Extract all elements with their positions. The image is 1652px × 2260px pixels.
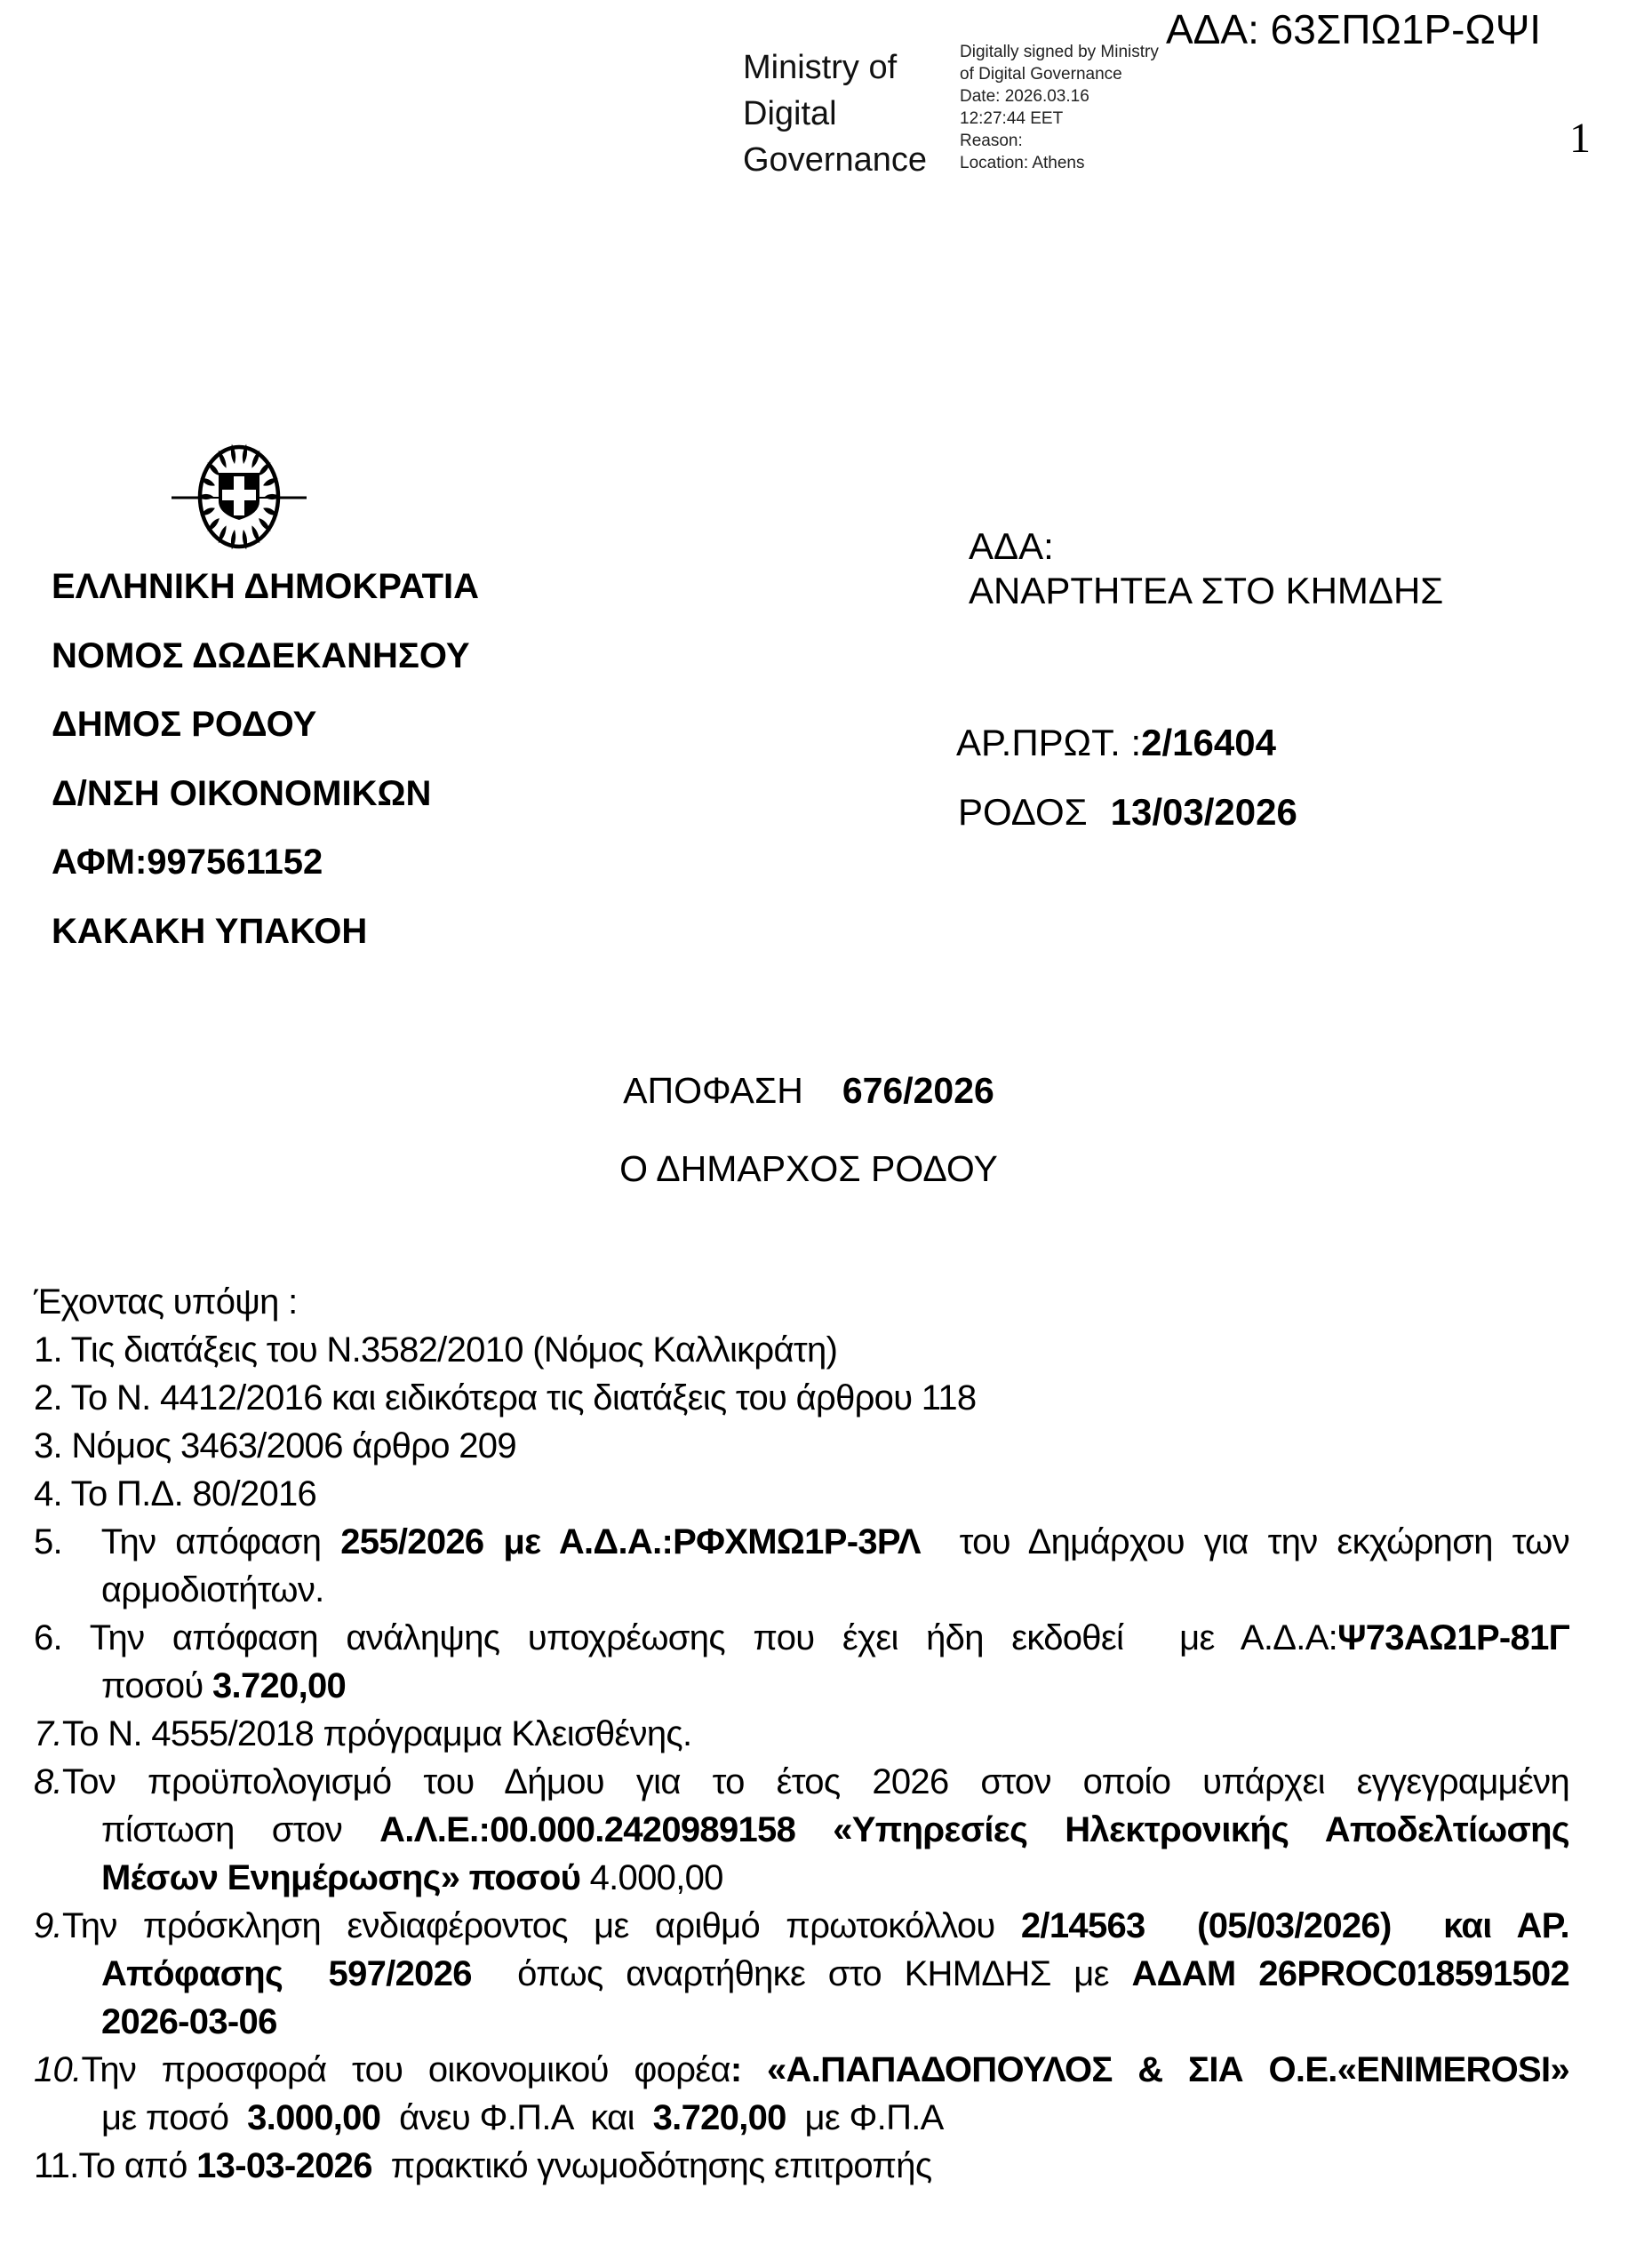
body-line — [34, 1518, 1569, 1566]
body-line — [34, 1566, 1569, 1614]
signature-detail-line: Reason: — [960, 132, 1023, 150]
body-segment: 2/14563 (05/03/2026) και ΑΡ. — [1020, 1906, 1569, 1945]
ministry-line: Governance — [743, 141, 928, 179]
protocol-label: ΑΡ.ΠΡΩΤ. : — [956, 722, 1142, 763]
agency-line-officer: ΚΑΚΑΚΗ ΥΠΑΚΟΗ — [52, 911, 368, 951]
body-segment: Την πρόσκληση ενδιαφέροντος με αριθμό πρωτοκόλλου — [61, 1906, 1021, 1945]
kimdis-posting-note: ΑΝΑΡΤΗΤΕΑ ΣΤΟ ΚΗΜΔΗΣ — [969, 570, 1444, 611]
body-segment: 13-03-2026 — [196, 2146, 372, 2185]
cross-horizontal — [222, 490, 256, 500]
digital-signature-details — [960, 41, 1159, 174]
body-line — [34, 1758, 1569, 1806]
body-segment: Μέσων Ενημέρωσης» ποσού — [101, 1858, 581, 1897]
body-line — [34, 1662, 1569, 1710]
body-segment: Ψ73ΑΩ1Ρ-81Γ — [1337, 1618, 1569, 1657]
body-line — [34, 1326, 1569, 1374]
body-line — [34, 1998, 1569, 2046]
body-line — [34, 2094, 1569, 2142]
body-segment: 10. — [34, 2050, 82, 2089]
body-line — [34, 1950, 1569, 1998]
decision-body — [34, 1278, 1569, 2190]
body-line — [34, 1614, 1569, 1662]
body-segment: 3. Νόμος 3463/2006 άρθρο 209 — [34, 1426, 516, 1465]
body-segment: Τον προϋπολογισμό του Δήμου για το έτος 2026 στον οποίο υπάρχει εγγεγραμμένη — [61, 1762, 1569, 1801]
body-segment: 5. Την απόφαση — [34, 1522, 341, 1561]
agency-line-directorate: Δ/ΝΣΗ ΟΙΚΟΝΟΜΙΚΩΝ — [52, 773, 432, 813]
body-segment: ΑΔΑΜ 26PROC018591502 — [1131, 1954, 1570, 1993]
body-segment: Απόφασης 597/2026 — [101, 1954, 472, 1993]
body-segment: 2. Το Ν. 4412/2016 και ειδικότερα τις διατάξεις του άρθρου 118 — [34, 1378, 977, 1417]
body-segment: Το Ν. 4555/2018 πρόγραμμα Κλεισθένης. — [61, 1714, 692, 1753]
ministry-signature-name — [743, 44, 927, 183]
decision-label: ΑΠΟΦΑΣΗ — [623, 1070, 803, 1111]
decision-number: 676/2026 — [842, 1070, 994, 1111]
ministry-line: Digital — [743, 95, 837, 132]
body-line — [34, 2142, 1569, 2190]
body-segment: του Δημάρχου για την εκχώρηση των — [920, 1522, 1570, 1561]
body-segment: όπως αναρτήθηκε στο ΚΗΜΔΗΣ με — [471, 1954, 1132, 1993]
body-segment: «Υπηρεσίες Ηλεκτρονικής Αποδελτίωσης — [833, 1810, 1569, 1849]
preamble: Έχοντας υπόψη : — [34, 1282, 298, 1322]
body-segment: αρμοδιοτήτων. — [101, 1570, 324, 1609]
body-segment: 8. — [34, 1762, 62, 1801]
body-line — [34, 1422, 1569, 1470]
body-segment: 3.000,00 — [247, 2098, 381, 2137]
body-segment: 2026-03-06 — [101, 2002, 277, 2041]
body-segment: 7. — [34, 1714, 62, 1753]
body-segment: πίστωση στον — [101, 1810, 380, 1849]
ada-label: ΑΔΑ: — [969, 525, 1054, 567]
body-segment: 4. Το Π.Δ. 80/2016 — [34, 1474, 317, 1513]
signature-detail-line: Location: Athens — [960, 154, 1085, 172]
body-segment: : «Α.ΠΑΠΑΔΟΠΟΥΛΟΣ & ΣΙΑ Ο.Ε.«ENIMEROSI» — [730, 2050, 1569, 2089]
body-segment: 4.000,00 — [580, 1858, 723, 1897]
agency-line-republic: ΕΛΛΗΝΙΚΗ ΔΗΜΟΚΡΑΤΙΑ — [52, 567, 479, 606]
document-date: 13/03/2026 — [1110, 791, 1297, 833]
body-segment: Την προσφορά του οικονομικού φορέα — [81, 2050, 730, 2089]
signature-detail-line: Digitally signed by Ministry — [960, 43, 1159, 61]
agency-header-block — [52, 553, 479, 966]
city-date-row — [958, 791, 1297, 834]
body-segment: 11.Το από — [34, 2146, 197, 2185]
body-line — [34, 1806, 1569, 1854]
body-lines — [34, 1326, 1569, 2190]
body-line — [34, 1374, 1569, 1422]
city-label: ΡΟΔΟΣ — [958, 791, 1088, 833]
body-segment: άνευ Φ.Π.Α και — [380, 2098, 653, 2137]
body-segment: με Φ.Π.Α — [786, 2098, 944, 2137]
reference-top-block — [969, 524, 1443, 613]
agency-line-municipality: ΔΗΜΟΣ ΡΟΔΟΥ — [52, 705, 317, 744]
body-line — [34, 1854, 1569, 1902]
body-segment: 1. Τις διατάξεις του Ν.3582/2010 (Νόμος Καλλικράτη) — [34, 1330, 838, 1370]
body-segment: 255/2026 με Α.Δ.Α.:ΡΦΧΜΩ1Ρ-3ΡΛ — [340, 1522, 921, 1561]
body-segment: 6. Την απόφαση ανάληψης υποχρέωσης που έχει ήδη εκδοθεί με Α.Δ.Α: — [34, 1618, 1338, 1657]
ministry-line: Ministry of — [743, 49, 898, 86]
body-segment: 3.720,00 — [652, 2098, 786, 2137]
signature-detail-line: 12:27:44 EET — [960, 109, 1064, 128]
decision-title-row — [32, 1068, 1585, 1113]
body-segment: Α.Λ.Ε.:00.000.2420989158 — [379, 1810, 796, 1849]
signature-detail-line: Date: 2026.03.16 — [960, 87, 1089, 106]
decision-subtitle: Ο ΔΗΜΑΡΧΟΣ ΡΟΔΟΥ — [619, 1148, 998, 1189]
body-segment: 9. — [34, 1906, 62, 1945]
body-segment: 3.720,00 — [212, 1666, 347, 1705]
agency-line-prefecture: ΝΟΜΟΣ ΔΩΔΕΚΑΝΗΣΟΥ — [52, 635, 470, 675]
body-line — [34, 1902, 1569, 1950]
body-line — [34, 1710, 1569, 1758]
body-segment: πρακτικό γνωμοδότησης επιτροπής — [371, 2146, 932, 2185]
body-segment: με ποσό — [101, 2098, 248, 2137]
body-segment — [795, 1810, 833, 1849]
ada-code-top: ΑΔΑ: 63ΣΠΩ1Ρ-ΩΨΙ — [1166, 6, 1542, 52]
protocol-row — [956, 722, 1276, 764]
body-segment: ποσού — [101, 1666, 212, 1705]
agency-line-afm: ΑΦΜ:997561152 — [52, 843, 323, 882]
page-number: 1 — [1569, 115, 1591, 162]
protocol-number: 2/16404 — [1141, 722, 1276, 763]
greek-coat-of-arms-emblem — [168, 443, 310, 551]
body-line — [34, 2046, 1569, 2094]
body-line — [34, 1470, 1569, 1518]
signature-detail-line: of Digital Governance — [960, 65, 1122, 84]
